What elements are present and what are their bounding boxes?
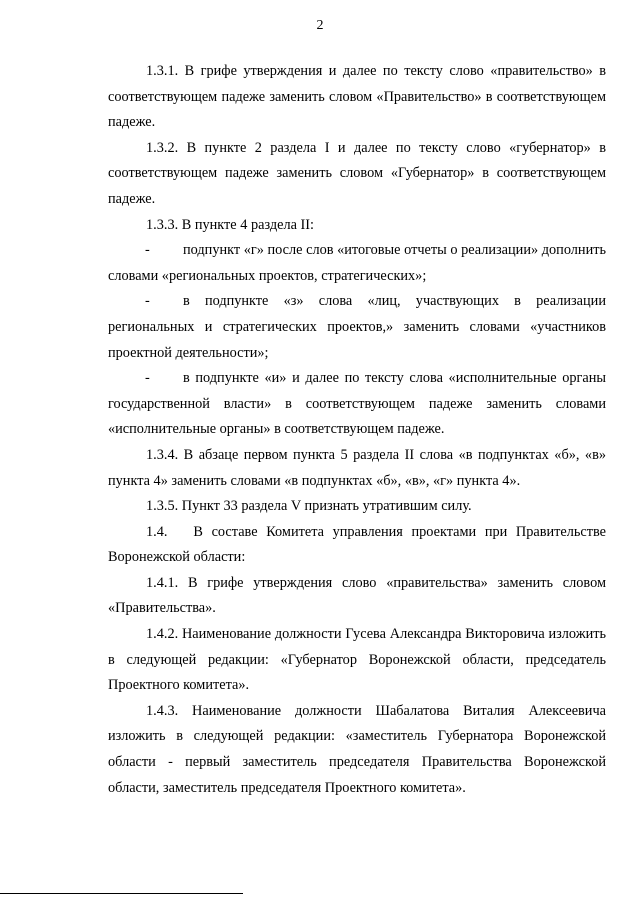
paragraph-1-4-1: 1.4.1. В грифе утверждения слово «правительства» заменить словом «Правительства».	[108, 574, 606, 617]
dash-item-z	[108, 289, 606, 366]
paragraph-1-3-5: 1.3.5. Пункт 33 раздела V признать утратившим силу.	[146, 498, 472, 515]
dash-item-text: в подпункте «з» слова «лиц, участвующих в реализации региональных и стратегических проектов,» заменить словами «участников проектной деятельности»;	[108, 293, 606, 361]
footer-divider	[0, 893, 243, 894]
dash-item-i	[108, 366, 606, 443]
paragraph-1-3-2: 1.3.2. В пункте 2 раздела I и далее по тексту слово «губернатор» в соответствующем падеже заменить словом «Губернатор» в соответствующем падеже.	[108, 139, 606, 207]
dash-item-text: подпункт «г» после слов «итоговые отчеты о реализации» дополнить словами «региональных проектов, стратегических»;	[108, 242, 606, 284]
document-body	[108, 59, 610, 801]
paragraph-1-4-2: 1.4.2. Наименование должности Гусева Александра Викторовича изложить в следующей редакции: «Губернатор Воронежской области, председатель Проектного комитета».	[108, 626, 606, 694]
dash-marker: -	[145, 370, 150, 387]
paragraph-1-3-3: 1.3.3. В пункте 4 раздела II:	[146, 216, 315, 233]
paragraph-1-3-1: 1.3.1. В грифе утверждения и далее по тексту слово «правительство» в соответствующем падеже заменить словом «Правительство» в соответствующем падеже.	[108, 63, 606, 131]
dash-item-text: в подпункте «и» и далее по тексту слова «исполнительные органы государственной власти» в соответствующем падеже заменить словами «исполнительные органы» в соответствующем падеже.	[108, 370, 606, 438]
page-number: 2	[316, 18, 324, 33]
paragraph-1-3-4: 1.3.4. В абзаце первом пункта 5 раздела II слова «в подпунктах «б», «в» пункта 4» заменить словами «в подпунктах «б», «в», «г» пункта 4».	[108, 446, 606, 489]
paragraph-1-4: 1.4. В составе Комитета управления проектами при Правительстве Воронежской области:	[108, 523, 610, 566]
dash-marker: -	[145, 293, 150, 310]
paragraph-1-4-3: 1.4.3. Наименование должности Шабалатова Виталия Алексеевича изложить в следующей редакции: «заместитель Губернатора Воронежской области - первый заместитель председателя Правительства Воронежской области, заместитель председателя Проектного комитета».	[108, 702, 606, 796]
dash-marker: -	[145, 242, 150, 259]
dash-item-g	[108, 238, 606, 289]
